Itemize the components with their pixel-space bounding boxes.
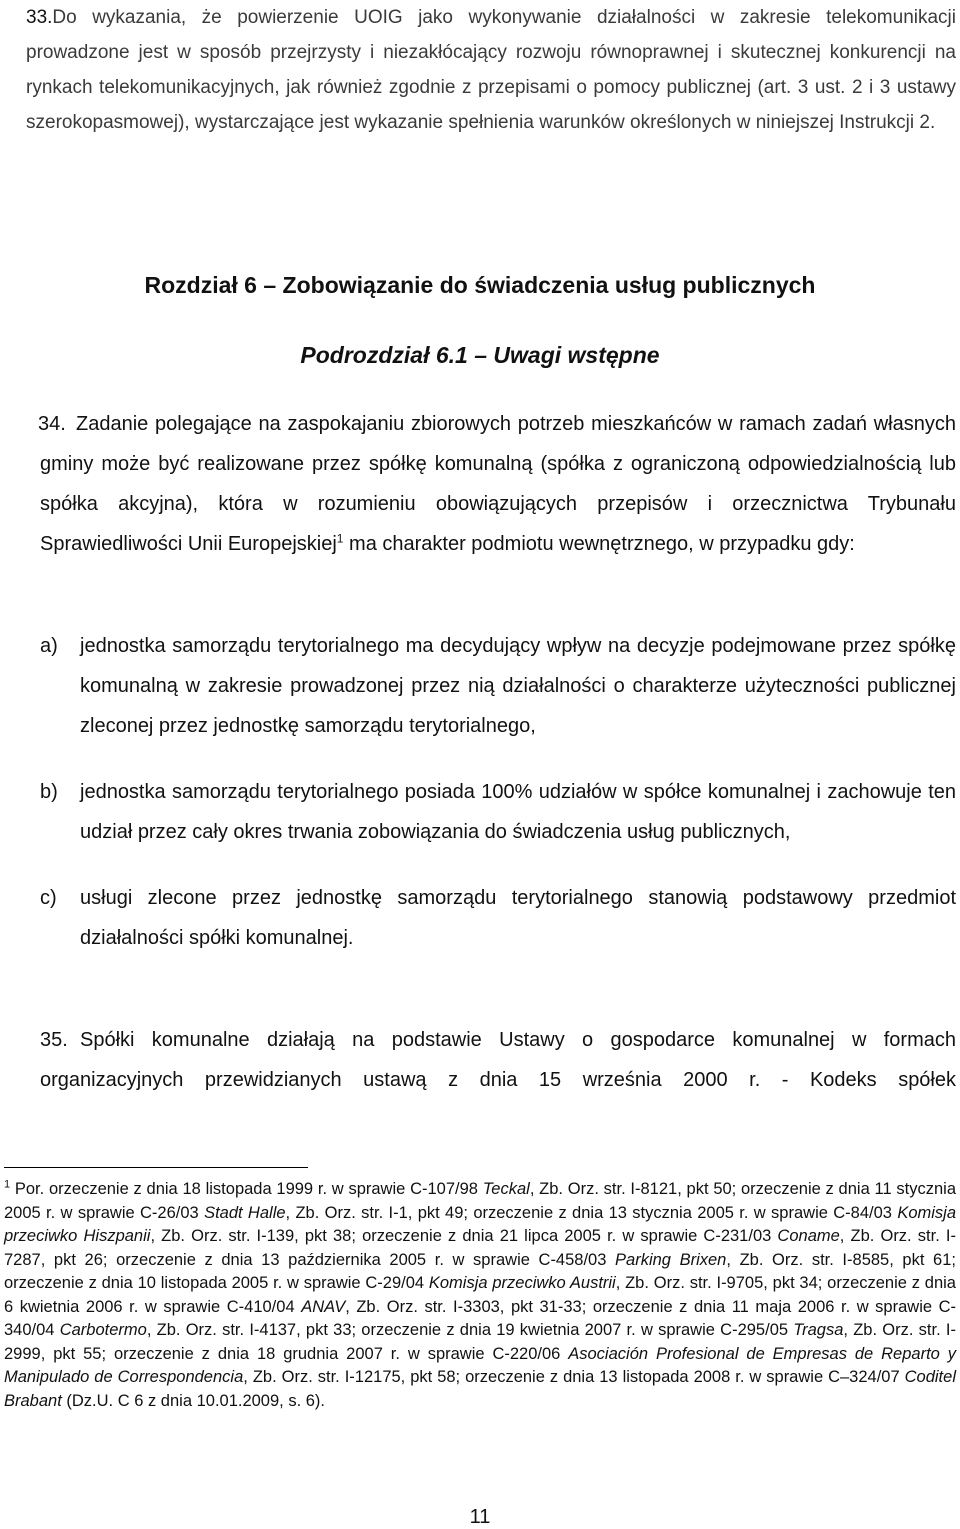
footnote-text xyxy=(4,1180,956,1410)
case-name: Komisja przeciwko Hiszpanii xyxy=(4,1203,956,1245)
footnote-text-part: (Dz.U. C 6 z dnia 10.01.2009, s. 6). xyxy=(61,1391,326,1410)
footnote-text-part: , Zb. Orz. str. I-4137, pkt 33; orzeczenie z dnia 19 kwietnia 2007 r. w sprawie C-295/05 xyxy=(146,1321,794,1339)
list-item xyxy=(40,878,956,958)
case-name: Asociación Profesional de Empresas de Reparto y Manipulado de Correspondencia xyxy=(4,1344,956,1386)
paragraph-text: Spółki komunalne działają na podstawie Ustawy o gospodarce komunalnej w formach organizacyjnych przewidzianych ustawą z dnia 15 września 2000 r. - Kodeks spółek xyxy=(40,1029,956,1091)
case-name: Coname xyxy=(777,1227,840,1245)
footnote-text-part: , Zb. Orz. str. I-1, pkt 49; orzeczenie z dnia 13 stycznia 2005 r. w sprawie C-84/03 xyxy=(285,1203,898,1222)
footnote-text-part: , Zb. Orz. str. I-9705, pkt 34; orzeczenie z dnia 6 kwietnia 2006 r. w sprawie C-410/04 xyxy=(4,1274,956,1316)
list-item-label: a) xyxy=(40,635,58,657)
paragraph-33 xyxy=(26,0,956,140)
subchapter-heading: Podrozdział 6.1 – Uwagi wstępne xyxy=(300,342,660,368)
footnote-separator xyxy=(4,1167,308,1168)
case-name: ANAV xyxy=(301,1297,346,1316)
footnote-text-part: , Zb. Orz. str. I-8121, pkt 50; orzeczenie z dnia 11 stycznia 2005 r. w sprawie C-26/03 xyxy=(4,1180,956,1222)
case-name: Teckal xyxy=(482,1180,530,1198)
case-name: Coditel Brabant xyxy=(4,1368,956,1410)
list-item-label: c) xyxy=(40,887,57,909)
page-number: 11 xyxy=(469,1506,491,1528)
case-name: Carbotermo xyxy=(59,1321,147,1339)
footnote-text-part: , Zb. Orz. str. I-3303, pkt 31-33; orzeczenie z dnia 11 maja 2006 r. w sprawie C-340/04 xyxy=(4,1297,956,1339)
list-item-text: jednostka samorządu terytorialnego ma decydujący wpływ na decyzje podejmowane przez spółkę komunalną w zakresie prowadzonej przez nią działalności o charakterze użyteczności publicznej zleconej przez jednostkę samorządu terytorialnego, xyxy=(80,635,956,737)
footnote-text-part: , Zb. Orz. str. I-8585, pkt 61; orzeczenie z dnia 10 listopada 2005 r. w sprawie C-29/04 xyxy=(4,1250,956,1292)
condition-list xyxy=(40,626,956,958)
paragraph-text-part: Zadanie polegające na zaspokajaniu zbiorowych potrzeb mieszkańców w ramach zadań własnych gminy może być realizowane przez spółkę komunalną (spółka z ograniczoną odpowiedzialnością lub spółka akcyjna), która w rozumieniu obowiązujących przepisów i orzecznictwa Trybunału Sprawiedliwości Unii Europejskiej xyxy=(40,413,956,555)
paragraph-number: 35. xyxy=(40,1029,68,1051)
paragraph-text xyxy=(40,404,956,564)
footnote-text-part: , Zb. Orz. str. I-7287, pkt 26; orzeczenie z dnia 13 października 2005 r. w sprawie C-458/03 xyxy=(4,1227,956,1269)
chapter-heading: Rozdział 6 – Zobowiązanie do świadczenia usług publicznych xyxy=(144,272,816,298)
list-item-label: b) xyxy=(40,781,58,803)
footnote-text-part: , Zb. Orz. str. I-139, pkt 38; orzeczenie z dnia 21 lipca 2005 r. w sprawie C-231/03 xyxy=(150,1227,778,1245)
list-item xyxy=(40,626,956,746)
footnote xyxy=(4,1178,956,1413)
case-name: Stadt Halle xyxy=(204,1203,286,1222)
paragraph-text-part: ma charakter podmiotu wewnętrznego, w przypadku gdy: xyxy=(343,533,855,555)
list-item-text: jednostka samorządu terytorialnego posiada 100% udziałów w spółce komunalnej i zachowuje ten udział przez cały okres trwania zobowiązania do świadczenia usług publicznych, xyxy=(80,781,956,843)
case-name: Komisja przeciwko Austrii xyxy=(428,1274,616,1292)
paragraph-number: 33. xyxy=(26,7,53,28)
footnote-reference[interactable]: 1 xyxy=(336,531,344,546)
list-item xyxy=(40,772,956,852)
case-name: Parking Brixen xyxy=(615,1250,727,1269)
footnote-text-part: Por. orzeczenie z dnia 18 listopada 1999 r. w sprawie C-107/98 xyxy=(10,1180,483,1198)
footnote-marker: 1 xyxy=(4,1178,11,1191)
paragraph-34 xyxy=(40,404,956,564)
case-name: Tragsa xyxy=(793,1321,844,1339)
footnote-text-part: , Zb. Orz. str. I-2999, pkt 55; orzeczenie z dnia 18 grudnia 2007 r. w sprawie C-220/06 xyxy=(4,1321,956,1363)
list-item-text: usługi zlecone przez jednostkę samorządu terytorialnego stanowią podstawowy przedmiot działalności spółki komunalnej. xyxy=(80,887,956,949)
paragraph-text: Do wykazania, że powierzenie UOIG jako wykonywanie działalności w zakresie telekomunikacji prowadzone jest w sposób przejrzysty i niezakłócający rozwoju równoprawnej i skutecznej konkurencji na rynkach telekomunikacyjnych, jak również zgodnie z przepisami o pomocy publicznej (art. 3 ust. 2 i 3 ustawy szerokopasmowej), wystarczające jest wykazanie spełnienia warunków określonych w niniejszej Instrukcji 2. xyxy=(26,7,956,133)
footnote-text-part: , Zb. Orz. str. I-12175, pkt 58; orzeczenie z dnia 13 listopada 2008 r. w sprawie C–324/07 xyxy=(243,1368,905,1386)
paragraph-35 xyxy=(40,1020,956,1100)
paragraph-number: 34. xyxy=(38,413,66,435)
